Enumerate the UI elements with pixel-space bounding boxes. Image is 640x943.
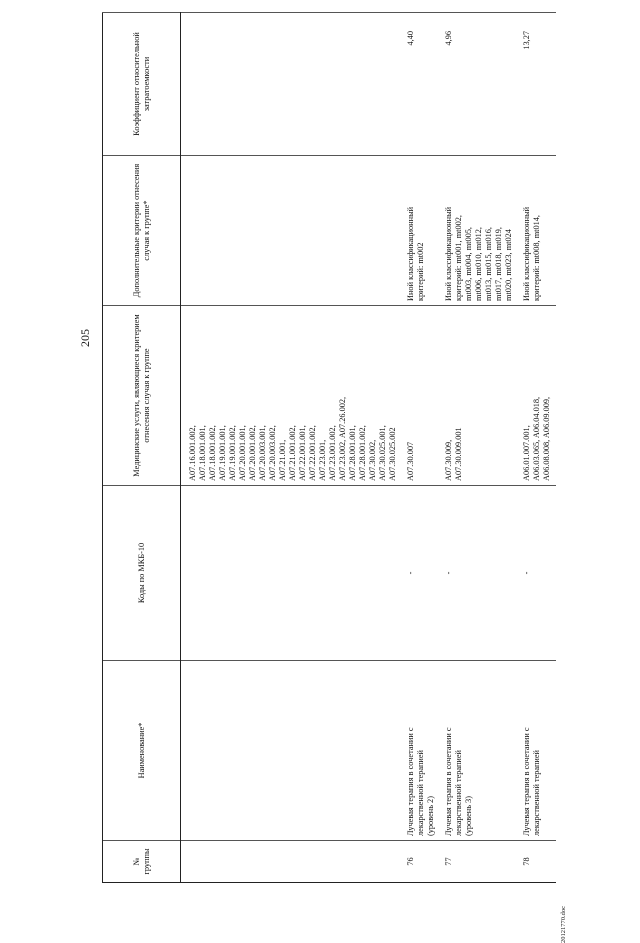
row-criteria <box>440 156 518 306</box>
text-line: A07.20.001.002, <box>248 425 257 481</box>
row-name <box>518 661 556 841</box>
text-line: A06.01.007.001, <box>522 425 531 481</box>
text-line: A07.30.009, <box>444 439 453 481</box>
text-line: A07.30.025.001, <box>378 425 387 481</box>
row-coef: 13,27 <box>518 13 556 156</box>
header-icd: Коды по МКБ-10 <box>103 486 181 661</box>
text-line: A06.03.065, A06.04.018, <box>532 396 541 481</box>
table-row <box>440 13 518 883</box>
text-line: Лучевая терапия в сочетании с <box>444 727 453 836</box>
row-icd: - <box>402 486 440 661</box>
text-line: критерий: mt001, mt002, <box>454 215 463 301</box>
text-line: A07.23.001.002, <box>328 425 337 481</box>
text-line: A07.23.002, A07.26.002, <box>338 396 347 481</box>
header-group-no: № группы <box>103 841 181 883</box>
text-line: Иной классификационный <box>522 206 531 301</box>
text-line: A07.16.001.002, <box>188 425 197 481</box>
text-line: критерий: mt008, mt014, <box>532 215 541 301</box>
table-header-row <box>103 13 181 883</box>
row-criteria <box>518 156 556 306</box>
document-reference: 20121770.doc <box>560 905 567 943</box>
header-criteria: Дополнительные критерии отнесения случая к группе* <box>103 156 181 306</box>
text-line: A07.19.001.001, <box>218 425 227 481</box>
row-no: 78 <box>518 841 556 883</box>
text-line: A07.20.001.001, <box>238 425 247 481</box>
row-name <box>402 661 440 841</box>
text-line: лекарственной терапией <box>532 750 541 836</box>
text-line: критерий: mt002 <box>416 242 425 301</box>
text-line: Иной классификационный <box>406 206 415 301</box>
row-services <box>440 306 518 486</box>
text-line: A07.20.003.001, <box>258 425 267 481</box>
row-no: 76 <box>402 841 440 883</box>
row-services <box>518 306 556 486</box>
text-line: A07.22.001.002, <box>308 425 317 481</box>
row-services <box>402 306 440 486</box>
text-line: (уровень 3) <box>464 796 473 836</box>
table-row <box>402 13 440 883</box>
row-coef: 4,96 <box>440 13 518 156</box>
header-coef: Коэффициент относительной затратоемкости <box>103 13 181 156</box>
text-line: A07.30.002, <box>368 439 377 481</box>
text-line: A07.30.025.002 <box>388 427 397 481</box>
table-row <box>518 13 556 883</box>
row-criteria <box>402 156 440 306</box>
text-line: mt017, mt018, mt019, <box>494 227 503 301</box>
text-line: Лучевая терапия в сочетании с <box>406 727 415 836</box>
text-line: Иной классификационный <box>444 206 453 301</box>
rotated-page <box>78 13 640 943</box>
text-line: mt020, mt023, mt024 <box>504 229 513 301</box>
row-icd: - <box>440 486 518 661</box>
text-line: mt003, mt004, mt005, <box>464 227 473 301</box>
text-line: A07.21.001, <box>278 439 287 481</box>
text-line: A07.18.001.002, <box>208 425 217 481</box>
tariff-table <box>102 12 556 883</box>
text-line: A07.18.001.001, <box>198 425 207 481</box>
text-line: A06.08.008, A06.09.009, <box>542 396 551 481</box>
row-coef: 4,40 <box>402 13 440 156</box>
text-line: A07.23.001, <box>318 439 327 481</box>
text-line: A07.30.007 <box>406 441 415 481</box>
text-line: A07.28.001.001, <box>348 425 357 481</box>
text-line: лекарственной терапией <box>454 750 463 836</box>
text-line: Лучевая терапия в сочетании с <box>522 727 531 836</box>
text-line: лекарственной терапией <box>416 750 425 836</box>
text-line: A07.20.003.002, <box>268 425 277 481</box>
row-icd: - <box>518 486 556 661</box>
row-no: 77 <box>440 841 518 883</box>
header-name: Наименование* <box>103 661 181 841</box>
text-line: A07.30.009.001 <box>454 427 463 481</box>
text-line: mt013, mt015, mt016, <box>484 227 493 301</box>
continuation-row <box>181 13 403 883</box>
header-services: Медицинские услуги, являющиеся критерием отнесения случая к группе <box>103 306 181 486</box>
text-line: mt006, mt010, mt012, <box>474 227 483 301</box>
text-line: A07.22.001.001, <box>298 425 307 481</box>
text-line: A07.28.001.002, <box>358 425 367 481</box>
continuation-services <box>181 306 403 486</box>
text-line: A07.19.001.002, <box>228 425 237 481</box>
text-line: A07.21.001.002, <box>288 425 297 481</box>
page-number: 205 <box>78 329 92 347</box>
text-line: (уровень 2) <box>426 796 435 836</box>
row-name <box>440 661 518 841</box>
